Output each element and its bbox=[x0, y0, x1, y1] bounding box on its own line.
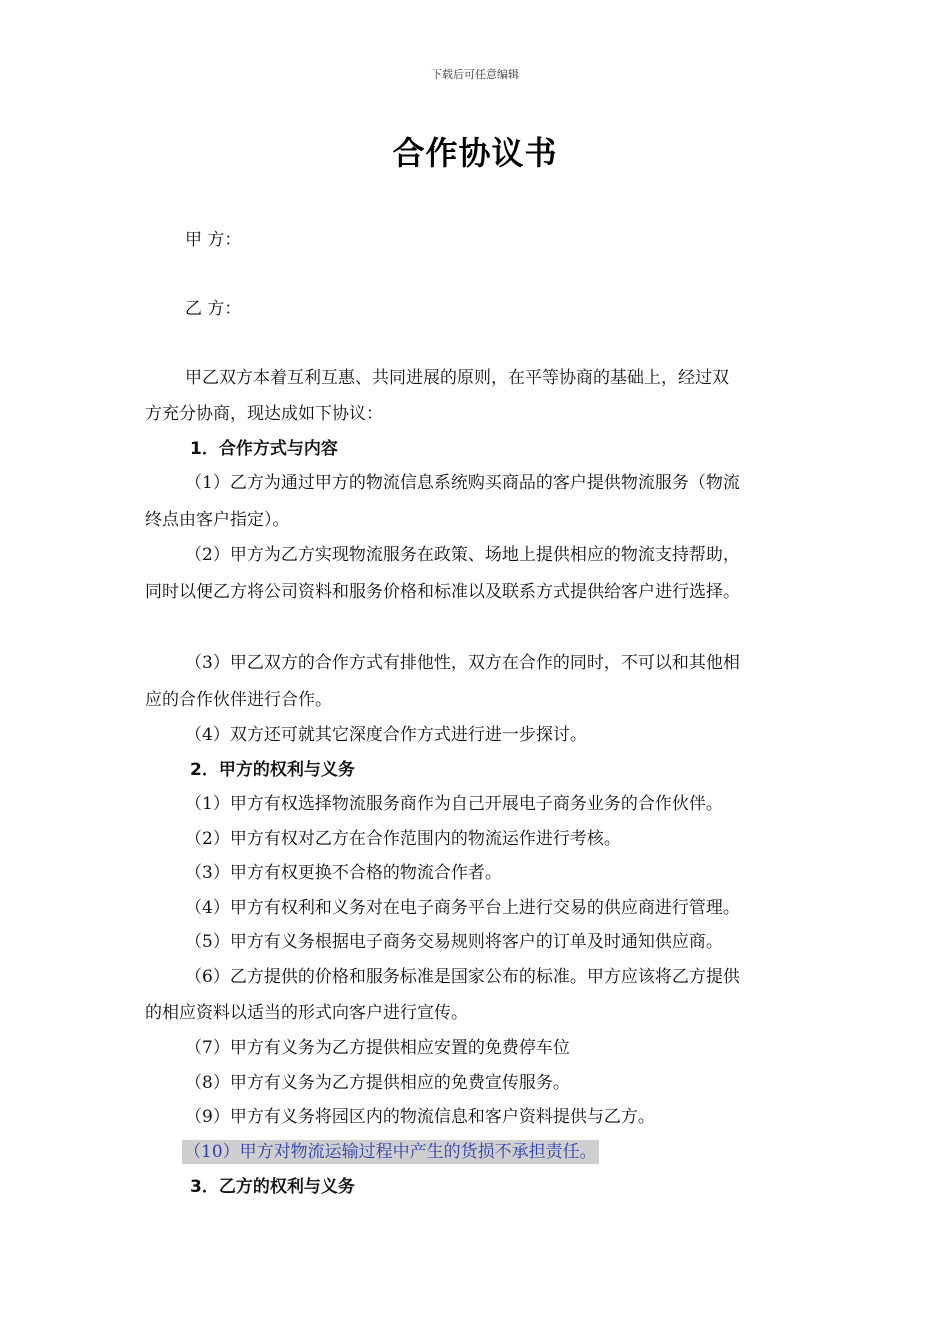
s1-item-3-line-2: 应的合作伙伴进行合作。 bbox=[145, 690, 332, 710]
s2-item-6-line-1: （6）乙方提供的价格和服务标准是国家公布的标准。甲方应该将乙方提供 bbox=[185, 967, 740, 987]
s2-item-2: （2）甲方有权对乙方在合作范围内的物流运作进行考核。 bbox=[185, 829, 621, 849]
s1-item-3-line-1: （3）甲乙双方的合作方式有排他性，双方在合作的同时，不可以和其他相 bbox=[185, 653, 740, 673]
section-1-heading: 1．合作方式与内容 bbox=[190, 439, 338, 459]
s2-item-9: （9）甲方有义务将园区内的物流信息和客户资料提供与乙方。 bbox=[185, 1107, 655, 1127]
header-note: 下载后可任意编辑 bbox=[431, 68, 519, 81]
s2-item-5: （5）甲方有义务根据电子商务交易规则将客户的订单及时通知供应商。 bbox=[185, 932, 723, 952]
s1-item-4: （4）双方还可就其它深度合作方式进行进一步探讨。 bbox=[185, 725, 587, 745]
s2-item-3: （3）甲方有权更换不合格的物流合作者。 bbox=[185, 863, 502, 883]
s2-item-6-line-2: 的相应资料以适当的形式向客户进行宣传。 bbox=[145, 1003, 468, 1023]
s2-item-8: （8）甲方有义务为乙方提供相应的免费宣传服务。 bbox=[185, 1073, 570, 1093]
s1-item-1-line-1: （1）乙方为通过甲方的物流信息系统购买商品的客户提供物流服务（物流 bbox=[185, 473, 740, 493]
s1-item-1-line-2: 终点由客户指定）。 bbox=[145, 510, 290, 530]
s2-item-7: （7）甲方有义务为乙方提供相应安置的免费停车位 bbox=[185, 1038, 570, 1058]
party-a-label: 甲 方： bbox=[185, 230, 242, 250]
s2-item-4: （4）甲方有权利和义务对在电子商务平台上进行交易的供应商进行管理。 bbox=[185, 898, 740, 918]
section-3-heading: 3．乙方的权利与义务 bbox=[190, 1177, 355, 1197]
s1-item-2-line-2: 同时以便乙方将公司资料和服务价格和标准以及联系方式提供给客户进行选择。 bbox=[145, 582, 740, 602]
section-2-heading: 2．甲方的权利与义务 bbox=[190, 760, 355, 780]
document-title: 合作协议书 bbox=[392, 134, 558, 172]
s2-item-10-highlighted: （10）甲方对物流运输过程中产生的货损不承担责任。 bbox=[184, 1142, 597, 1162]
s2-item-1: （1）甲方有权选择物流服务商作为自己开展电子商务业务的合作伙伴。 bbox=[185, 794, 723, 814]
intro-line-2: 方充分协商，现达成如下协议： bbox=[145, 404, 383, 424]
intro-line-1: 甲乙双方本着互利互惠、共同进展的原则，在平等协商的基础上，经过双 bbox=[185, 368, 729, 388]
s1-item-2-line-1: （2）甲方为乙方实现物流服务在政策、场地上提供相应的物流支持帮助， bbox=[185, 545, 740, 565]
party-b-label: 乙 方： bbox=[185, 299, 242, 319]
